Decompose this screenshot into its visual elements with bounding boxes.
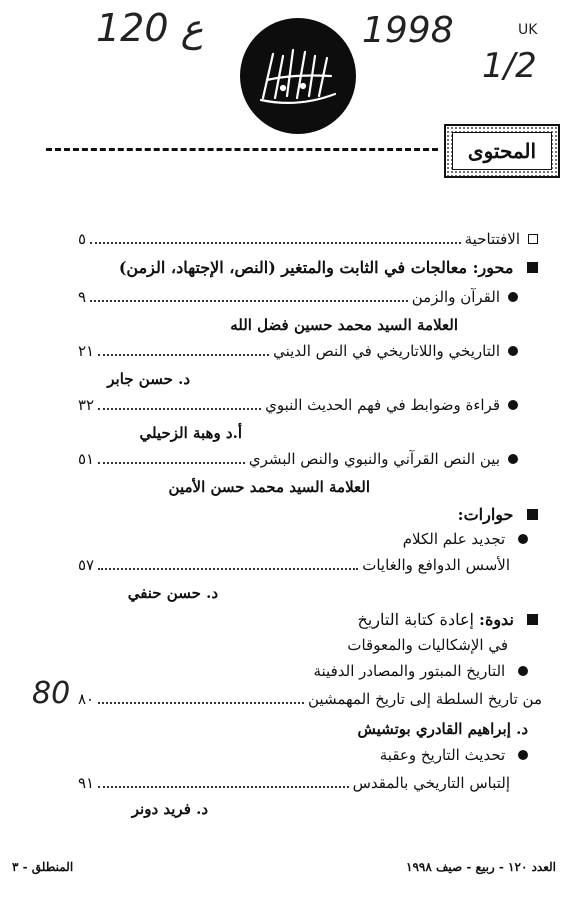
page-number: ٥١ [78,450,95,468]
toc-entry[interactable] [78,396,518,414]
handwritten-year: 1998 [362,10,454,51]
round-bullet-icon [518,750,528,760]
page-number: ٣٢ [78,396,95,414]
entry-title: بين النص القرآني والنبوي والنص البشري [248,450,500,468]
calligraphy-icon [253,36,343,116]
page-number: ٢١ [78,342,95,360]
round-bullet-icon [508,454,518,464]
seminar-subtitle: في الإشكاليات والمعوقات [347,636,508,654]
entry-title: تجديد علم الكلام [402,530,506,548]
round-bullet-icon [508,346,518,356]
header-dashed-rule [46,148,438,151]
section-title: حوارات: [457,505,514,524]
seminar-item-line1[interactable] [380,746,528,764]
toc-entry[interactable] [78,288,518,306]
section-seminar-heading [358,610,539,629]
section-prefix: ندوة: [479,610,514,629]
entry-title: تحديث التاريخ وعقبة [379,746,506,764]
section-interviews-heading [458,505,538,524]
page-number: ٩١ [78,774,95,792]
entry-author: د. حسن جابر [107,370,190,388]
dot-leader [90,242,461,244]
entry-author: العلامة السيد محمد حسن الأمين [168,478,370,496]
entry-author: د. فريد دونر [131,800,208,818]
round-bullet-icon [508,400,518,410]
entry-author: د. حسن حنفي [127,584,218,602]
section-title: معالجات في الثابت والمتغير (النص، الإجتهاد، الزمن) [118,258,468,277]
round-bullet-icon [518,534,528,544]
square-bullet-icon [527,509,538,520]
toc-title: المحتوى [452,132,552,170]
toc-entry[interactable] [78,774,510,792]
entry-title: قراءة وضوابط في فهم الحديث النبوي [265,396,500,414]
entry-author: د. إبراهيم القادري بوتشيش [357,720,528,738]
toc-entry[interactable] [78,556,510,574]
handwritten-page-note: 80 [32,676,71,711]
footer-journal: المنطلق - ٣ [12,860,74,874]
seminar-item-line1[interactable] [313,662,528,680]
entry-title: التاريخ المبتور والمصادر الدفينة [313,662,506,680]
dot-leader [98,786,348,788]
square-bullet-icon [527,262,538,273]
handwritten-volume: 1/2 [482,46,537,86]
entry-author: أ.د وهبة الزحيلي [139,424,242,442]
entry-author: العلامة السيد محمد حسين فضل الله [230,316,458,334]
page-number: ٩ [78,288,87,306]
handwritten-mark: UK [518,22,538,38]
page-number: ٥٧ [78,556,95,574]
page-number: ٨٠ [78,690,95,708]
round-bullet-icon [508,292,518,302]
entry-subtitle: من تاريخ السلطة إلى تاريخ المهمشين [308,690,542,708]
footer-issue: العدد ١٢٠ - ربيع - صيف ١٩٩٨ [406,860,556,874]
dot-leader [98,408,261,410]
entry-title: التاريخي واللاتاريخي في النص الديني [273,342,500,360]
page-number: ٥ [78,230,87,248]
dot-leader [98,702,304,704]
entry-title: الافتتاحية [464,230,520,248]
handwritten-issue-number: 120 ع [96,6,204,50]
checkbox-square-icon [528,234,538,244]
toc-entry[interactable] [78,450,518,468]
toc-title-frame [444,124,560,178]
toc-entry[interactable] [78,342,518,360]
entry-subtitle: إلتباس التاريخي بالمقدس [352,774,510,792]
toc-entry-opening[interactable] [78,230,538,248]
section-title: إعادة كتابة التاريخ [357,610,474,629]
toc-entry[interactable] [78,690,542,708]
entry-subtitle: الأسس الدوافع والغايات [362,556,510,574]
basmala-seal [240,18,356,134]
round-bullet-icon [518,666,528,676]
dot-leader [98,462,245,464]
entry-title: القرآن والزمن [411,288,500,306]
section-prefix: محور: [472,258,514,277]
section-axis-heading [119,258,538,277]
interview-title-line1[interactable] [403,530,528,548]
dot-leader [90,300,408,302]
dot-leader [98,354,269,356]
square-bullet-icon [527,614,538,625]
dot-leader [98,568,358,570]
